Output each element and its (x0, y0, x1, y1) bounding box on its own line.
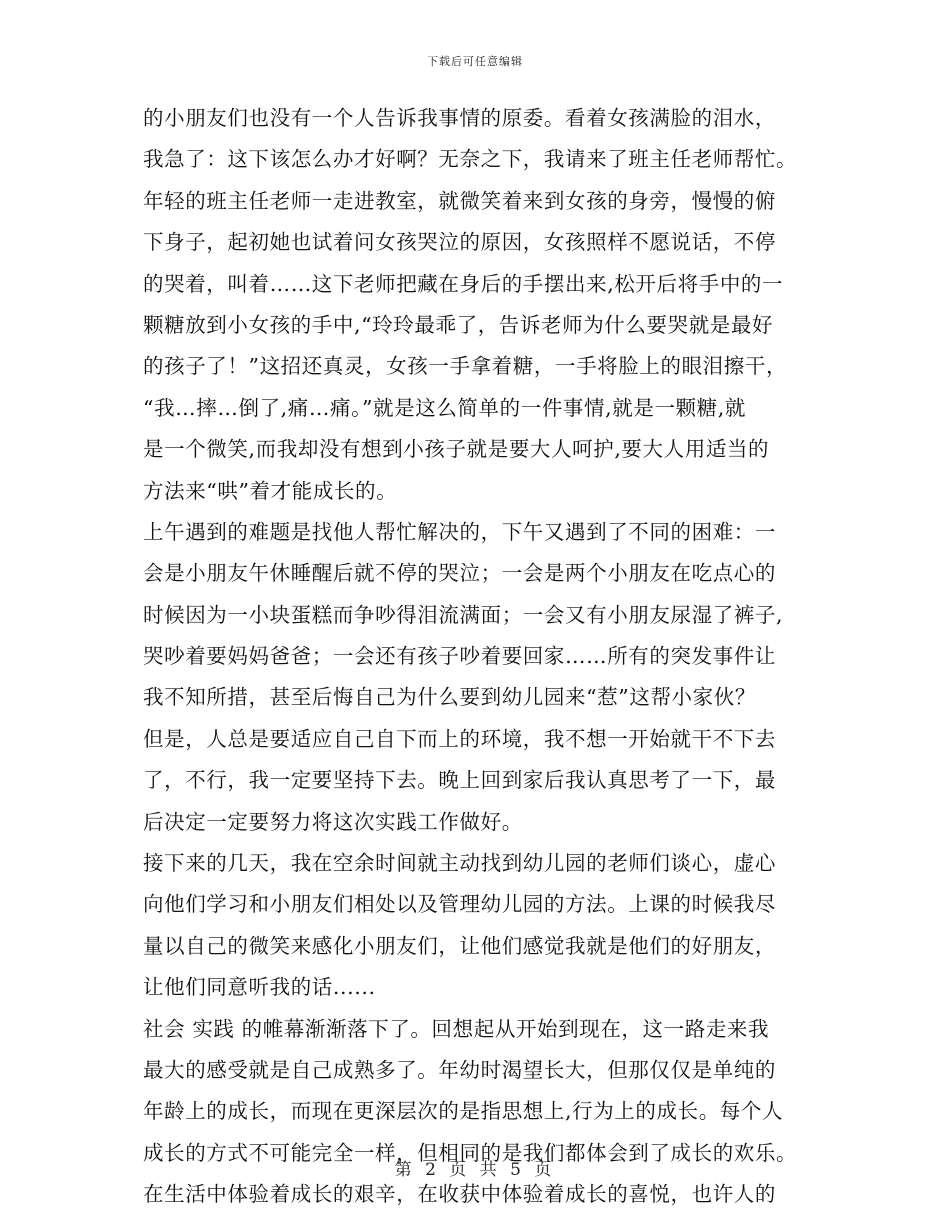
body-line: 年龄上的成长，而现在更深层次的是指思想上,行为上的成长。每个人 (143, 1099, 784, 1124)
body-line: 成长的方式不可能完全一样，但相同的是我们都体会到了成长的欢乐。 (143, 1140, 798, 1165)
page-footer-page-number: 第 2 页 共 5 页 (394, 1160, 556, 1180)
body-line: 哭吵着要妈妈爸爸；一会还有孩子吵着要回家……所有的突发事件让 (143, 644, 776, 669)
body-line: 的孩子了！”这招还真灵，女孩一手拿着糖，一手将脸上的眼泪擦干， (143, 354, 788, 379)
body-line: 我急了：这下该怎么办才好啊？无奈之下，我请来了班主任老师帮忙。 (143, 147, 798, 172)
document-body (143, 98, 813, 1216)
body-line: 让他们同意听我的话...... (143, 975, 376, 1000)
body-line: 我不知所措，甚至后悔自己为什么要到幼儿园来“惹”这帮小家伙？ (143, 685, 756, 710)
body-line: 最大的感受就是自己成熟多了。年幼时渴望长大，但那仅仅是单纯的 (143, 1057, 776, 1082)
body-line: “我…摔…倒了,痛…痛。”就是这么简单的一件事情,就是一颗糖,就 (143, 395, 746, 420)
body-line: 上午遇到的难题是找他人帮忙解决的，下午又遇到了不同的困难：一 (143, 519, 776, 544)
body-line: 接下来的几天，我在空余时间就主动找到幼儿园的老师们谈心，虚心 (143, 851, 776, 876)
body-line: 向他们学习和小朋友们相处以及管理幼儿园的方法。上课的时候我尽 (143, 892, 776, 917)
body-line: 时候因为一小块蛋糕而争吵得泪流满面；一会又有小朋友尿湿了裤子, (143, 602, 784, 627)
body-line: 下身子，起初她也试着问女孩哭泣的原因，女孩照样不愿说话，不停 (143, 230, 776, 255)
body-line: 是一个微笑,而我却没有想到小孩子就是要大人呵护,要大人用适当的 (143, 437, 770, 462)
body-line: 在生活中体验着成长的艰辛，在收获中体验着成长的喜悦，也许人的 (143, 1182, 776, 1207)
body-line: 会是小朋友午休睡醒后就不停的哭泣；一会是两个小朋友在吃点心的 (143, 561, 776, 586)
body-line: 年轻的班主任老师一走进教室，就微笑着来到女孩的身旁，慢慢的俯 (143, 188, 776, 213)
body-line: 社会 实践 的帷幕渐渐落下了。回想起从开始到现在，这一路走来我 (143, 1016, 770, 1041)
body-line: 后决定一定要努力将这次实践工作做好。 (143, 809, 523, 834)
body-line: 颗糖放到小女孩的手中,“玲玲最乖了，告诉老师为什么要哭就是最好 (143, 312, 774, 337)
body-line: 方法来“哄”着才能成长的。 (143, 478, 398, 503)
page-header: 下载后可任意编辑 (427, 55, 523, 68)
body-line: 的哭着，叫着……这下老师把藏在身后的手摆出来,松开后将手中的一 (143, 271, 784, 296)
body-line: 的小朋友们也没有一个人告诉我事情的原委。看着女孩满脸的泪水， (143, 106, 776, 130)
body-line: 了，不行，我一定要坚持下去。晚上回到家后我认真思考了一下，最 (143, 768, 776, 793)
body-line: 量以自己的微笑来感化小朋友们，让他们感觉我就是他们的好朋友， (143, 933, 776, 958)
body-line: 但是，人总是要适应自己自下而上的环境，我不想一开始就干不下去 (143, 726, 776, 751)
